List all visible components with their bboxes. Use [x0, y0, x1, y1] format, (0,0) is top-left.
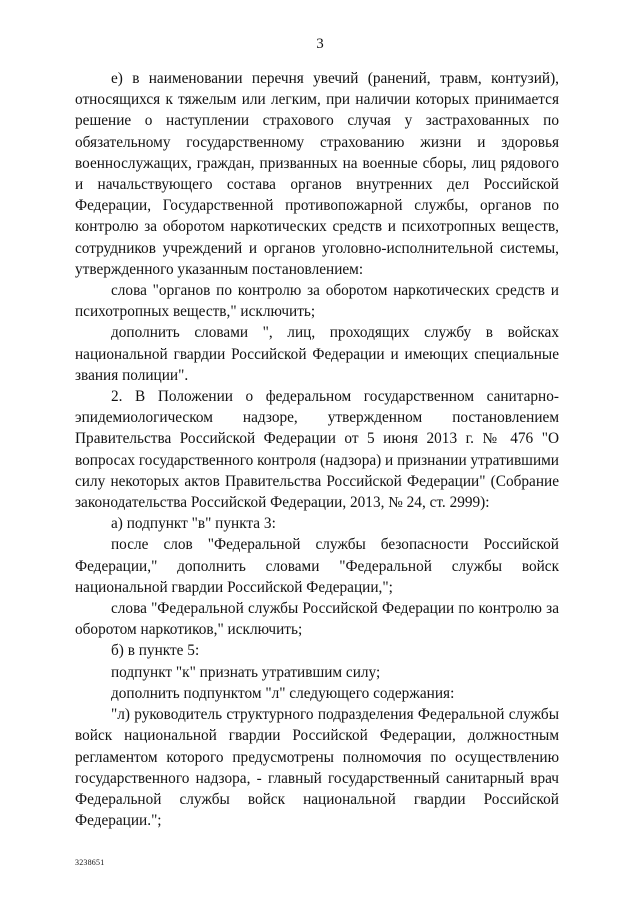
paragraph-item-e: е) в наименовании перечня увечий (ранений, травм, контузий), относящихся к тяжелым или легким, при наличии которых принимается решение о наступлении страхового случая у застрахованных по обязательному государственному страхованию жизни и здоровья военнослужащих, граждан, призванных на военные сборы, лиц рядового и начальствующего состава органов внутренних дел Российской Федерации, Государственной противопожарной службы, органов по контролю за оборотом наркотических средств и психотропных веществ, сотрудников учреждений и органов уголовно-исполнительной системы, утвержденного указанным постановлением:: [75, 70, 559, 278]
paragraph-subitem-b: б) в пункте 5:: [111, 642, 200, 660]
paragraph-repeal-k: подпункт "к" признать утратившим силу;: [111, 663, 381, 681]
paragraph-exclude-words: слова "органов по контролю за оборотом наркотических средств и психотропных веществ," исключить;: [75, 282, 559, 321]
paragraph-point-2: 2. В Положении о федеральном государственном санитарно-эпидемиологическом надзоре, утвержденном постановлением Правительства Российской Федерации от 5 июня 2013 г. № 476 "О вопросах государственного контроля (надзора) и признании утратившими силу некоторых актов Правительства Российской Федерации" (Собрание законодательства Российской Федерации, 2013, № 24, ст. 2999):: [75, 388, 559, 512]
paragraph-add-words: дополнить словами ", лиц, проходящих службу в войсках национальной гвардии Российской Федерации и имеющих специальные звания полиции".: [75, 324, 559, 384]
paragraph-exclude-narcotics: слова "Федеральной службы Российской Федерации по контролю за оборотом наркотиков," исключить;: [75, 600, 559, 639]
document-body: [75, 68, 559, 831]
document-code: 3238651: [75, 858, 105, 867]
paragraph-l-content: "л) руководитель структурного подразделения Федеральной службы войск национальной гвардии Российской Федерации, должностным регламентом которого предусмотрены полномочия по осуществлению государственного надзора, - главный государственный санитарный врач Федеральной службы войск национальной гвардии Российской Федерации.";: [75, 706, 559, 830]
page-number: 3: [316, 36, 324, 52]
paragraph-after-words: после слов "Федеральной службы безопасности Российской Федерации," дополнить словами "Федеральной службы войск национальной гвардии Российской Федерации,";: [75, 536, 559, 596]
paragraph-subitem-a: а) подпункт "в" пункта 3:: [111, 515, 276, 533]
paragraph-add-l: дополнить подпунктом "л" следующего содержания:: [111, 684, 455, 702]
